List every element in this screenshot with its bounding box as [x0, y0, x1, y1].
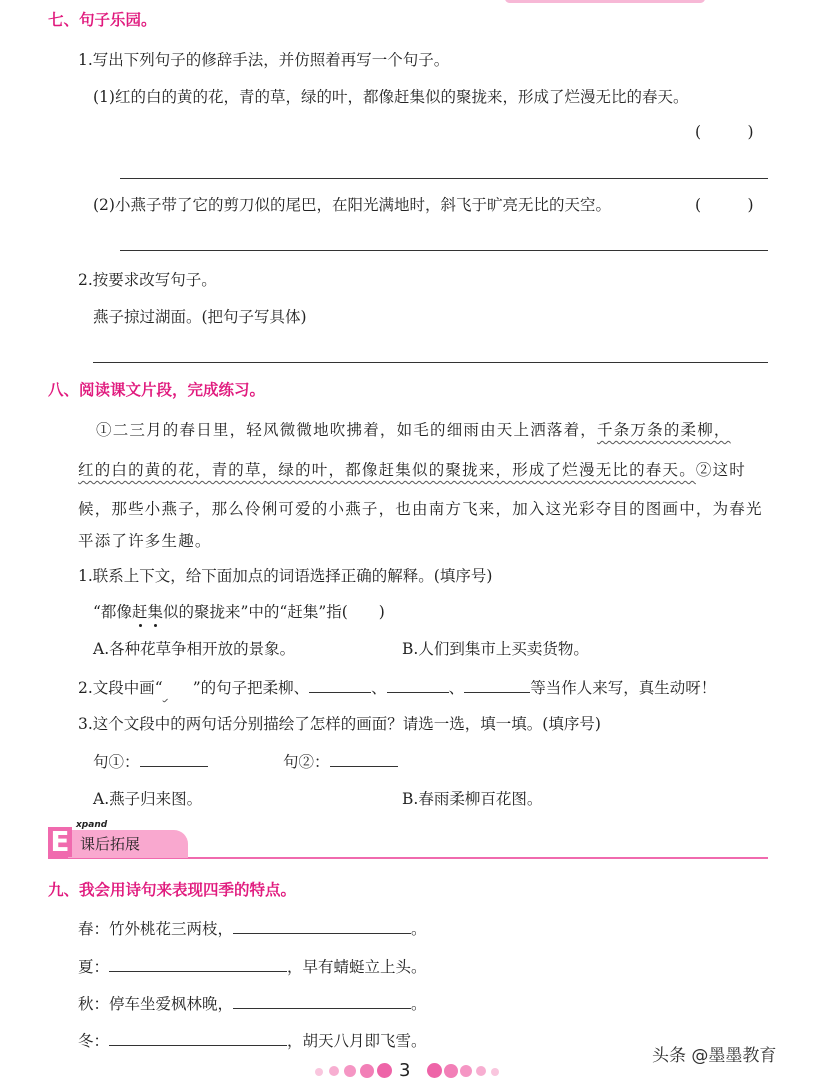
text: 等当作人来写，真生动呀！ [530, 679, 717, 697]
passage-line-1 [96, 418, 731, 440]
text: ”的句子把柔柳、 [192, 679, 310, 697]
text: “都像 [93, 603, 132, 621]
text: 。 [411, 995, 427, 1013]
poem-summer [78, 955, 427, 977]
q1-sentence-1: (1)红的白的黄的花，青的草，绿的叶，都像赶集似的聚拢来，形成了烂漫无比的春天。 [93, 88, 689, 106]
q1-answer-paren-2[interactable]: ( ) [695, 196, 754, 214]
text: ，胡天八月即飞雪。 [287, 1032, 427, 1050]
s8-q3-option-b: B.春雨柔柳百花图。 [402, 790, 543, 808]
poem-winter [78, 1029, 427, 1051]
dot [377, 1063, 392, 1078]
q1-answer-line-2[interactable] [120, 250, 768, 251]
wavy-sample [163, 679, 193, 697]
passage-text: ②这时 [695, 461, 747, 479]
poem-autumn [78, 992, 427, 1014]
dotted-word: 赶 [131, 603, 148, 621]
dot [360, 1064, 374, 1078]
s8-q3-option-a: A.燕子归来图。 [93, 790, 203, 808]
dotted-word: 集 [147, 603, 163, 621]
s8-q2 [78, 676, 716, 698]
top-decoration [505, 0, 705, 3]
s8-q3-sentence-1 [93, 750, 208, 772]
section-9-heading: 九、我会用诗句来表现四季的特点。 [48, 881, 297, 899]
section-8-heading: 八、阅读课文片段，完成练习。 [48, 381, 266, 399]
blank-winter[interactable] [109, 1030, 287, 1047]
blank-s2[interactable] [330, 751, 398, 768]
text: 似的聚拢来”中的“赶集”指( ) [162, 603, 385, 621]
passage-line-4: 平添了许多生趣。 [78, 532, 212, 550]
dot [427, 1063, 442, 1078]
text: ，早有蜻蜓立上头。 [287, 958, 427, 976]
wavy-underlined-text: 红的白的黄的花，青的草，绿的叶，都像赶集似的聚拢来，形成了烂漫无比的春天。 [78, 461, 696, 479]
expand-banner [48, 820, 768, 864]
s8-q1-prompt: 1.联系上下文，给下面加点的词语选择正确的解释。(填序号) [78, 567, 493, 585]
blank-summer[interactable] [109, 956, 287, 973]
passage-text: ①二三月的春日里，轻风微微地吹拂着，如毛的细雨由天上洒落着， [96, 421, 598, 439]
s8-q1-option-b: B.人们到集市上买卖货物。 [402, 640, 589, 658]
dot [491, 1068, 499, 1076]
wavy-underlined-text: 千条万条的柔柳， [597, 421, 731, 439]
passage-line-2 [78, 458, 746, 480]
q2-answer-line[interactable] [93, 362, 768, 363]
blank-2[interactable] [387, 677, 449, 694]
text: 句①： [93, 753, 140, 771]
q1-sentence-2: (2)小燕子带了它的剪刀似的尾巴，在阳光满地时，斜飞于旷亮无比的天空。 [93, 196, 611, 214]
passage-line-3: 候，那些小燕子，那么伶俐可爱的小燕子，也由南方飞来，加入这光彩夺目的图画中，为春光 [78, 500, 763, 518]
dot [329, 1066, 339, 1076]
dot [444, 1064, 458, 1078]
banner-letter-e: E [48, 827, 72, 857]
blank-spring[interactable] [233, 918, 411, 935]
s8-q1-question [93, 600, 385, 622]
q1-answer-paren-1[interactable]: ( ) [695, 123, 754, 141]
section-7-heading: 七、句子乐园。 [48, 11, 157, 29]
blank-3[interactable] [464, 677, 530, 694]
blank-1[interactable] [309, 677, 371, 694]
text: 春：竹外桃花三两枝， [78, 920, 234, 938]
text: 、 [371, 679, 387, 697]
text: 、 [448, 679, 465, 697]
poem-spring [78, 917, 427, 939]
dot [315, 1068, 323, 1076]
text: 秋：停车坐爱枫林晚， [78, 995, 234, 1013]
watermark: 头条 @墨墨教育 [652, 1046, 777, 1066]
banner-title: 课后拓展 [80, 835, 141, 853]
text: 夏： [78, 958, 110, 976]
s8-q1-option-a: A.各种花草争相开放的景象。 [93, 640, 296, 658]
text: 2.文段中画“ [78, 679, 163, 697]
dot [344, 1065, 356, 1077]
q2-sentence: 燕子掠过湖面。(把句子写具体) [93, 308, 307, 326]
text: 。 [411, 920, 427, 938]
page-number: 3 [399, 1060, 411, 1081]
s8-q3-prompt: 3.这个文段中的两句话分别描绘了怎样的画面？请选一选，填一填。(填序号) [78, 715, 601, 733]
q1-answer-line-1[interactable] [120, 178, 768, 179]
dot [460, 1065, 472, 1077]
q1-prompt: 1.写出下列句子的修辞手法，并仿照着再写一个句子。 [78, 51, 450, 69]
text: 冬： [78, 1032, 110, 1050]
q2-prompt: 2.按要求改写句子。 [78, 271, 217, 289]
blank-autumn[interactable] [233, 993, 411, 1010]
banner-subtitle: xpand [76, 820, 108, 830]
dot [476, 1066, 486, 1076]
text: 句②： [283, 753, 330, 771]
blank-s1[interactable] [140, 751, 208, 768]
s8-q3-sentence-2 [283, 750, 398, 772]
